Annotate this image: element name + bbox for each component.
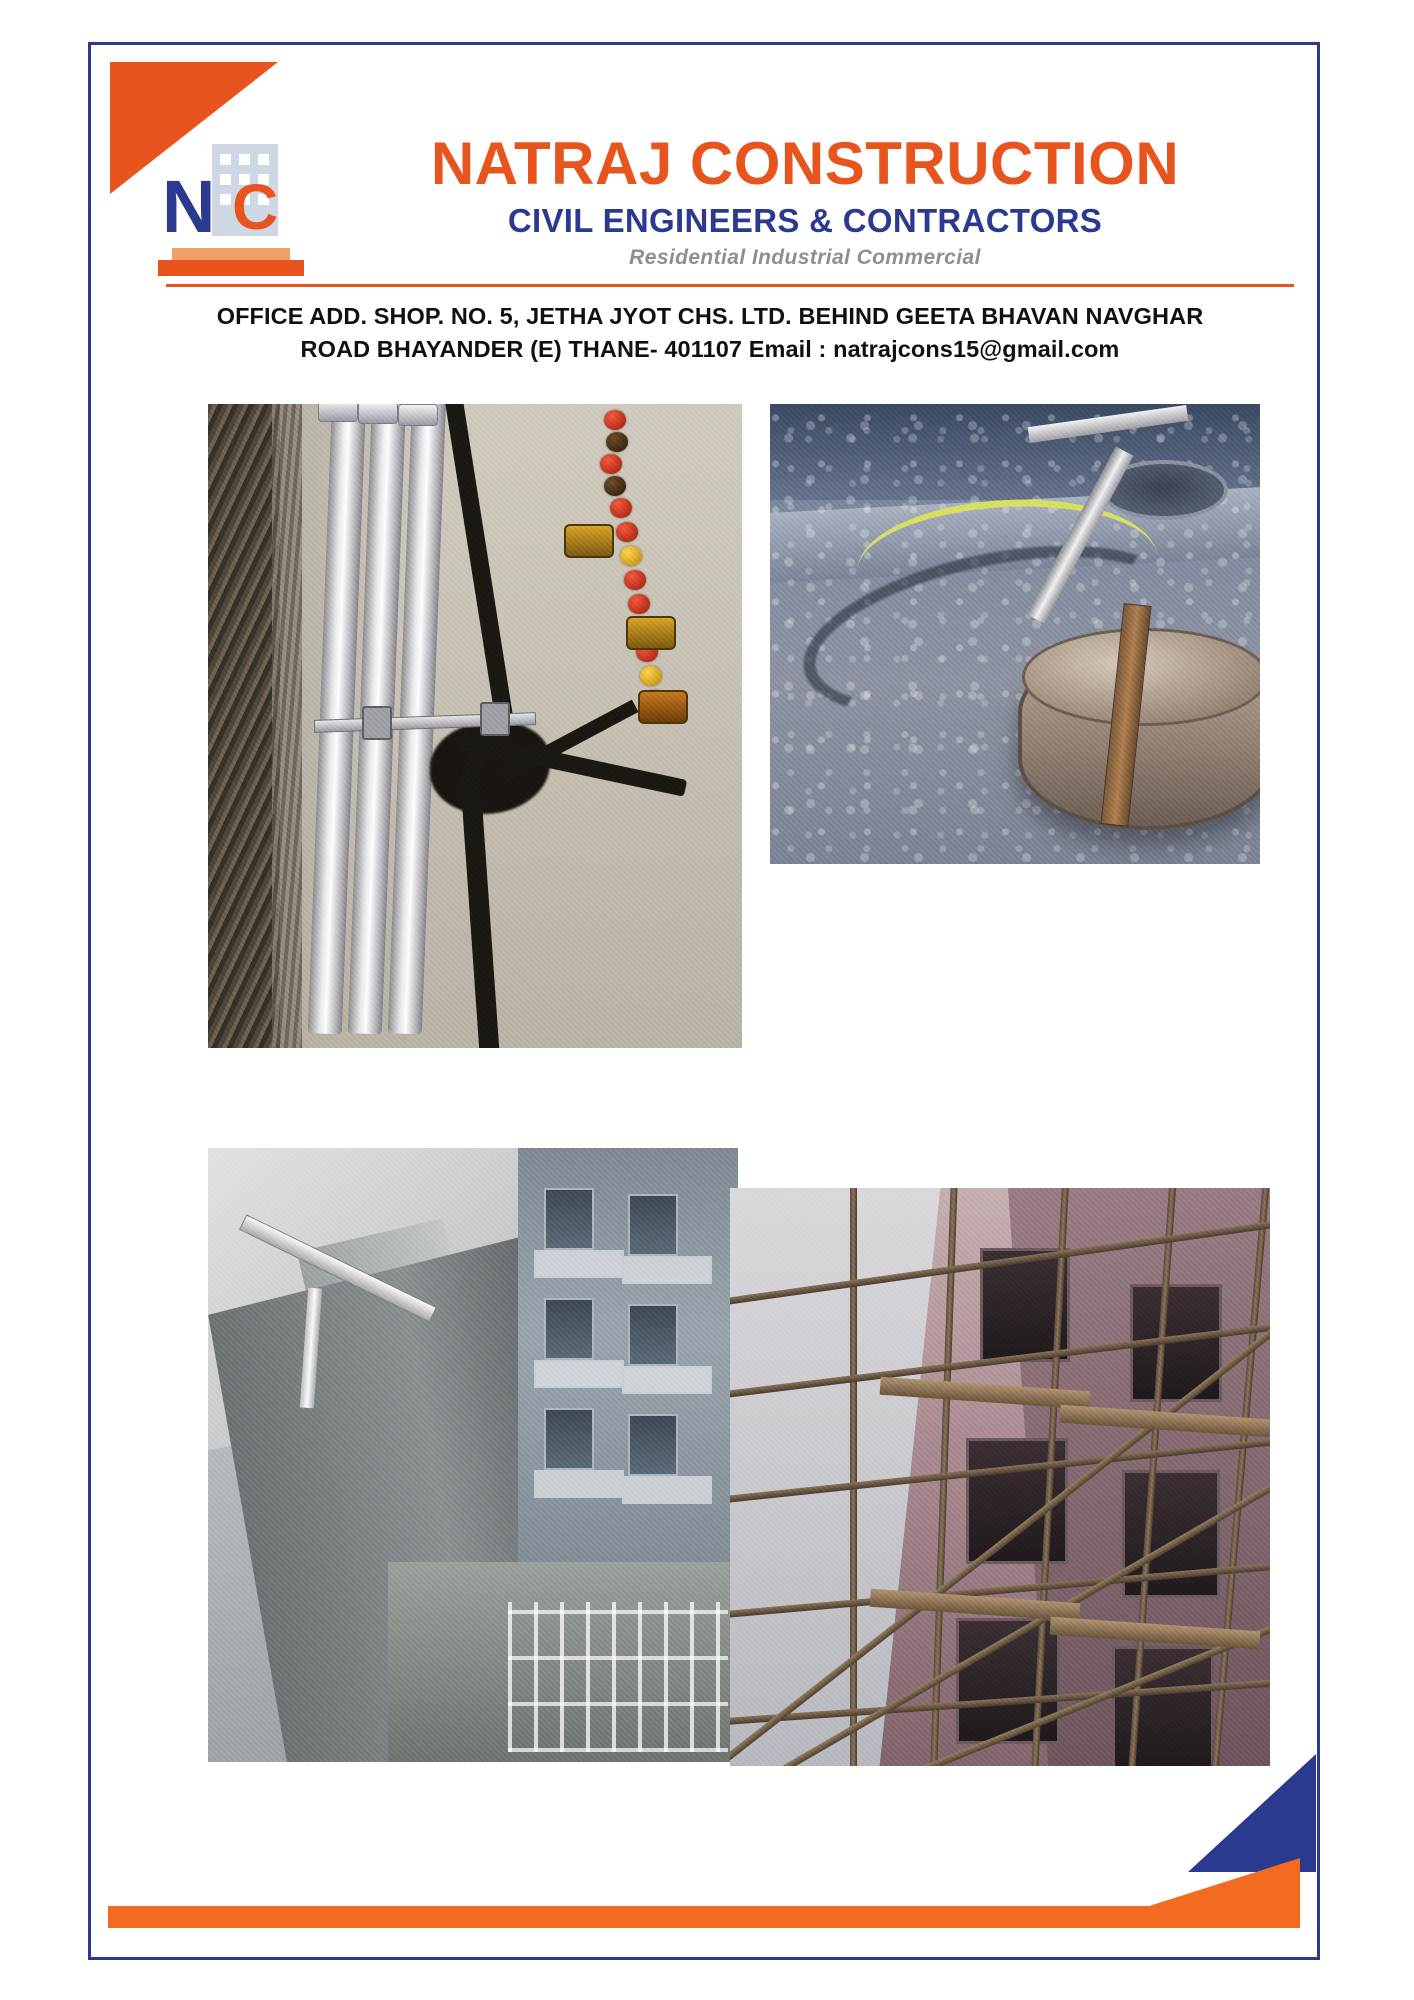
photo-water-tank-terrace — [770, 404, 1260, 864]
company-name: NATRAJ CONSTRUCTION — [430, 130, 1180, 197]
company-logo — [158, 142, 306, 292]
logo-letter-c: C — [232, 171, 279, 243]
logo-letter-n: N — [162, 165, 214, 248]
office-address — [130, 300, 1290, 367]
logo-base-light — [172, 248, 290, 260]
photo-bamboo-scaffolding — [730, 1188, 1270, 1766]
letterhead-header — [110, 62, 1300, 363]
header-divider — [166, 284, 1294, 287]
address-line-1: OFFICE ADD. SHOP. NO. 5, JETHA JYOT CHS. LTD. BEHIND GEETA BHAVAN NAVGHAR — [216, 303, 1204, 329]
company-tagline: Residential Industrial Commercial — [629, 246, 981, 269]
photo-terrace-parapet — [208, 1148, 738, 1762]
footer-orange-bar — [108, 1906, 1300, 1928]
company-subtitle: CIVIL ENGINEERS & CONTRACTORS — [507, 202, 1103, 239]
address-line-2: ROAD BHAYANDER (E) THANE- 401107 Email : natrajcons15@gmail.com — [300, 336, 1120, 363]
logo-base-bar — [158, 260, 304, 276]
photo-pipes-crack — [208, 404, 742, 1048]
